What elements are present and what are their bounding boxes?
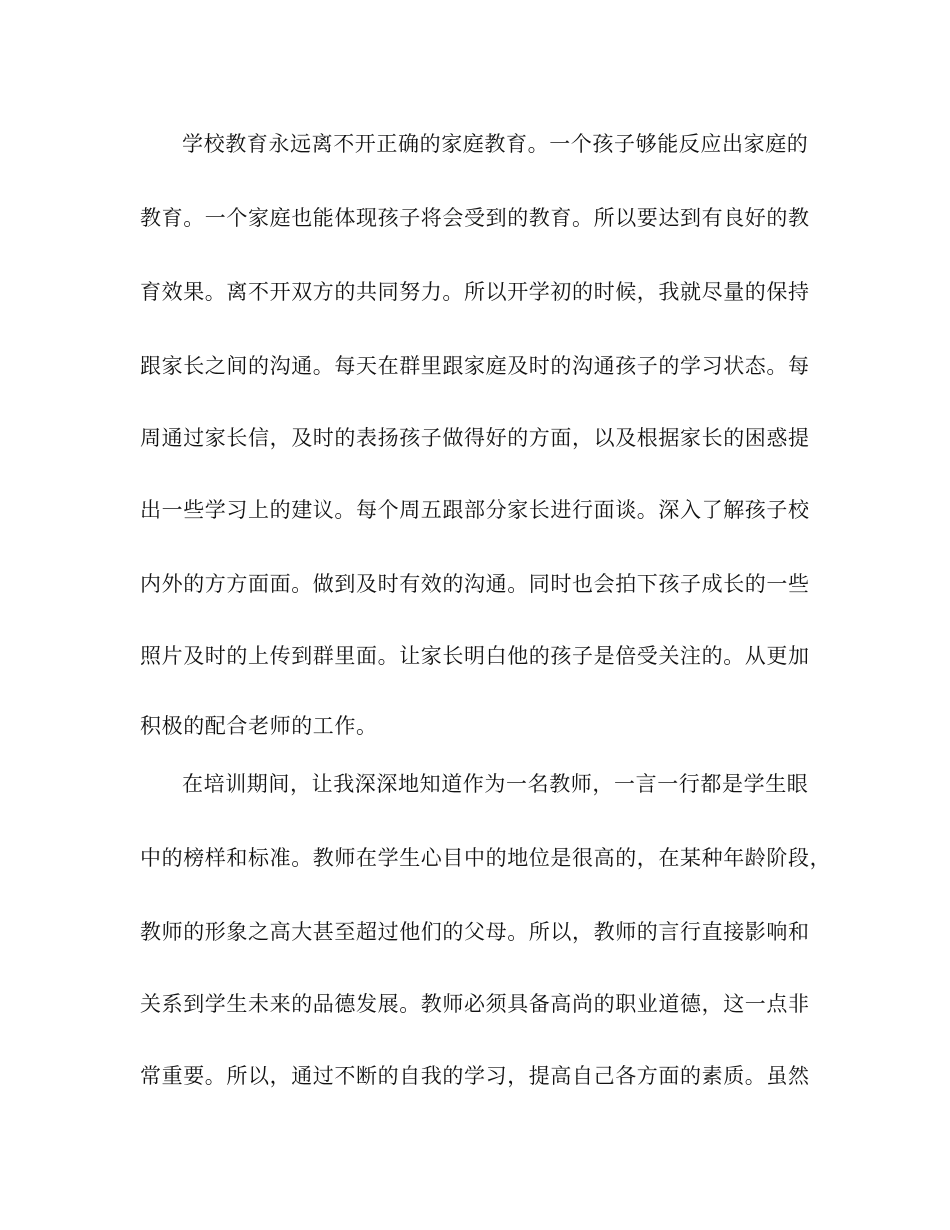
paragraph-1-line-2: 教育。一个家庭也能体现孩子将会受到的教育。所以要达到有良好的教 (140, 206, 810, 230)
paragraph-1-line-5: 周通过家长信，及时的表扬孩子做得好的方面，以及根据家长的困惑提 (140, 426, 810, 450)
paragraph-1-line-6: 出一些学习上的建议。每个周五跟部分家长进行面谈。深入了解孩子校 (140, 498, 810, 522)
paragraph-1-line-7: 内外的方方面面。做到及时有效的沟通。同时也会拍下孩子成长的一些 (140, 572, 810, 596)
paragraph-2-line-1: 在培训期间，让我深深地知道作为一名教师，一言一行都是学生眼 (182, 772, 809, 796)
paragraph-1-line-9: 积极的配合老师的工作。 (140, 714, 378, 738)
paragraph-2-line-3: 教师的形象之高大甚至超过他们的父母。所以，教师的言行直接影响和 (140, 920, 810, 944)
paragraph-2-line-5: 常重要。所以，通过不断的自我的学习，提高自己各方面的素质。虽然 (140, 1064, 810, 1088)
paragraph-1-line-8: 照片及时的上传到群里面。让家长明白他的孩子是倍受关注的。从更加 (140, 644, 810, 668)
paragraph-1-line-3: 育效果。离不开双方的共同努力。所以开学初的时候，我就尽量的保持 (140, 280, 810, 304)
paragraph-2-line-2: 中的榜样和标准。教师在学生心目中的地位是很高的，在某种年龄阶段， (140, 846, 832, 870)
paragraph-1-line-4: 跟家长之间的沟通。每天在群里跟家庭及时的沟通孩子的学习状态。每 (140, 354, 810, 378)
paragraph-1-line-1: 学校教育永远离不开正确的家庭教育。一个孩子够能反应出家庭的 (182, 132, 809, 156)
paragraph-2-line-4: 关系到学生未来的品德发展。教师必须具备高尚的职业道德，这一点非 (140, 992, 810, 1016)
